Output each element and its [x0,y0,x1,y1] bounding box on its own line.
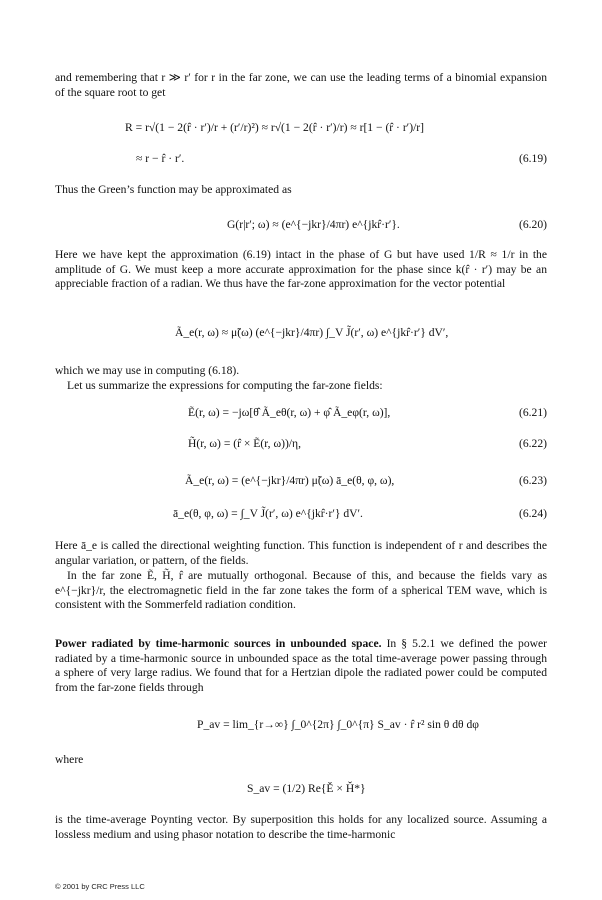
equation-6-22: H̃(r, ω) = (r̂ × Ẽ(r, ω))/η, (6.22) [188,437,547,450]
equation-power-average: P_av = lim_{r→∞} ∫_0^{2π} ∫_0^{π} S_av · r̂ r² sin θ dθ dφ [197,718,479,731]
paragraph-4: which we may use in computing (6.18). [55,364,240,377]
copyright-footer: © 2001 by CRC Press LLC [55,882,145,891]
equation-number-6-19: (6.19) [518,152,547,165]
paragraph-6: Here ā_e is called the directional weighting function. This function is independent of r and describes the angular variation, or pattern, of the fields. [55,539,547,567]
equation-6-20: G(r|r′; ω) ≈ (e^{−jkr}/4πr) e^{jkr̂·r′}. (6.20) [227,218,547,231]
paragraph-5: Let us summarize the expressions for computing the far-zone fields: [67,379,383,392]
equation-6-19-line-2: ≈ r − r̂ · r′. (6.19) [136,152,547,165]
paragraph-9: where [55,753,84,766]
paragraph-8-text: In § 5.2.1 we defined the power radiated by a time-harmonic source in unbounded space as the total time-average power passing through a sphere of very large radius. We found that for a Hertzian dipole the radiated power could be computed from the far-zone fields through [55,637,548,694]
paragraph-3: Here we have kept the approximation (6.19) intact in the phase of G but have used 1/R ≈ 1/r in the amplitude of G. We must keep a more accurate approximation for the phase since k(r̂ · r′) may be an appreciable fraction of a radian. We thus have the far-zone approximation for the vector potential [55,248,547,291]
equation-number-6-20: (6.20) [518,218,547,231]
equation-number-6-23: (6.23) [518,474,547,487]
equation-6-23: Ã_e(r, ω) = (e^{−jkr}/4πr) μ̃(ω) ā_e(θ, φ, ω), (6.23) [185,474,547,487]
paragraph-1: and remembering that r ≫ r′ for r in the far zone, we can use the leading terms of a binomial expansion of the square root to get [55,71,547,99]
equation-poynting-vector: S_av = (1/2) Re{Ě × Ȟ*} [247,782,366,795]
equation-number-6-21: (6.21) [518,406,547,419]
section-heading-power-radiated: Power radiated by time-harmonic sources in unbounded space. [55,637,382,650]
paragraph-7: In the far zone Ẽ, H̃, r̂ are mutually orthogonal. Because of this, and because the fields vary as e^{−jkr}/r, the electromagnetic field in the far zone takes the form of a spherical TEM wave, which is consistent with the Sommerfeld radiation condition. [55,569,547,612]
equation-6-24: ā_e(θ, φ, ω) = ∫_V J̃(r′, ω) e^{jkr̂·r′} dV′. (6.24) [173,507,547,520]
equation-number-6-22: (6.22) [518,437,547,450]
equation-6-19-line-1: R = r√(1 − 2(r̂ · r′)/r + (r′/r)²) ≈ r√(1 − 2(r̂ · r′)/r) ≈ r[1 − (r̂ · r′)/r] [125,121,425,134]
paragraph-2: Thus the Green’s function may be approximated as [55,183,292,196]
paragraph-8 [55,637,547,695]
equation-number-6-24: (6.24) [518,507,547,520]
equation-6-21: Ẽ(r, ω) = −jω[θ̂ Ã_eθ(r, ω) + φ̂ Ã_eφ(r, ω)], (6.21) [188,406,547,419]
equation-vector-potential: Ã_e(r, ω) ≈ μ̃(ω) (e^{−jkr}/4πr) ∫_V J̃(r′, ω) e^{jkr̂·r′} dV′, [175,326,449,339]
paragraph-10: is the time-average Poynting vector. By superposition this holds for any localized source. Assuming a lossless medium and using phasor notation to describe the time-harmonic [55,813,547,841]
